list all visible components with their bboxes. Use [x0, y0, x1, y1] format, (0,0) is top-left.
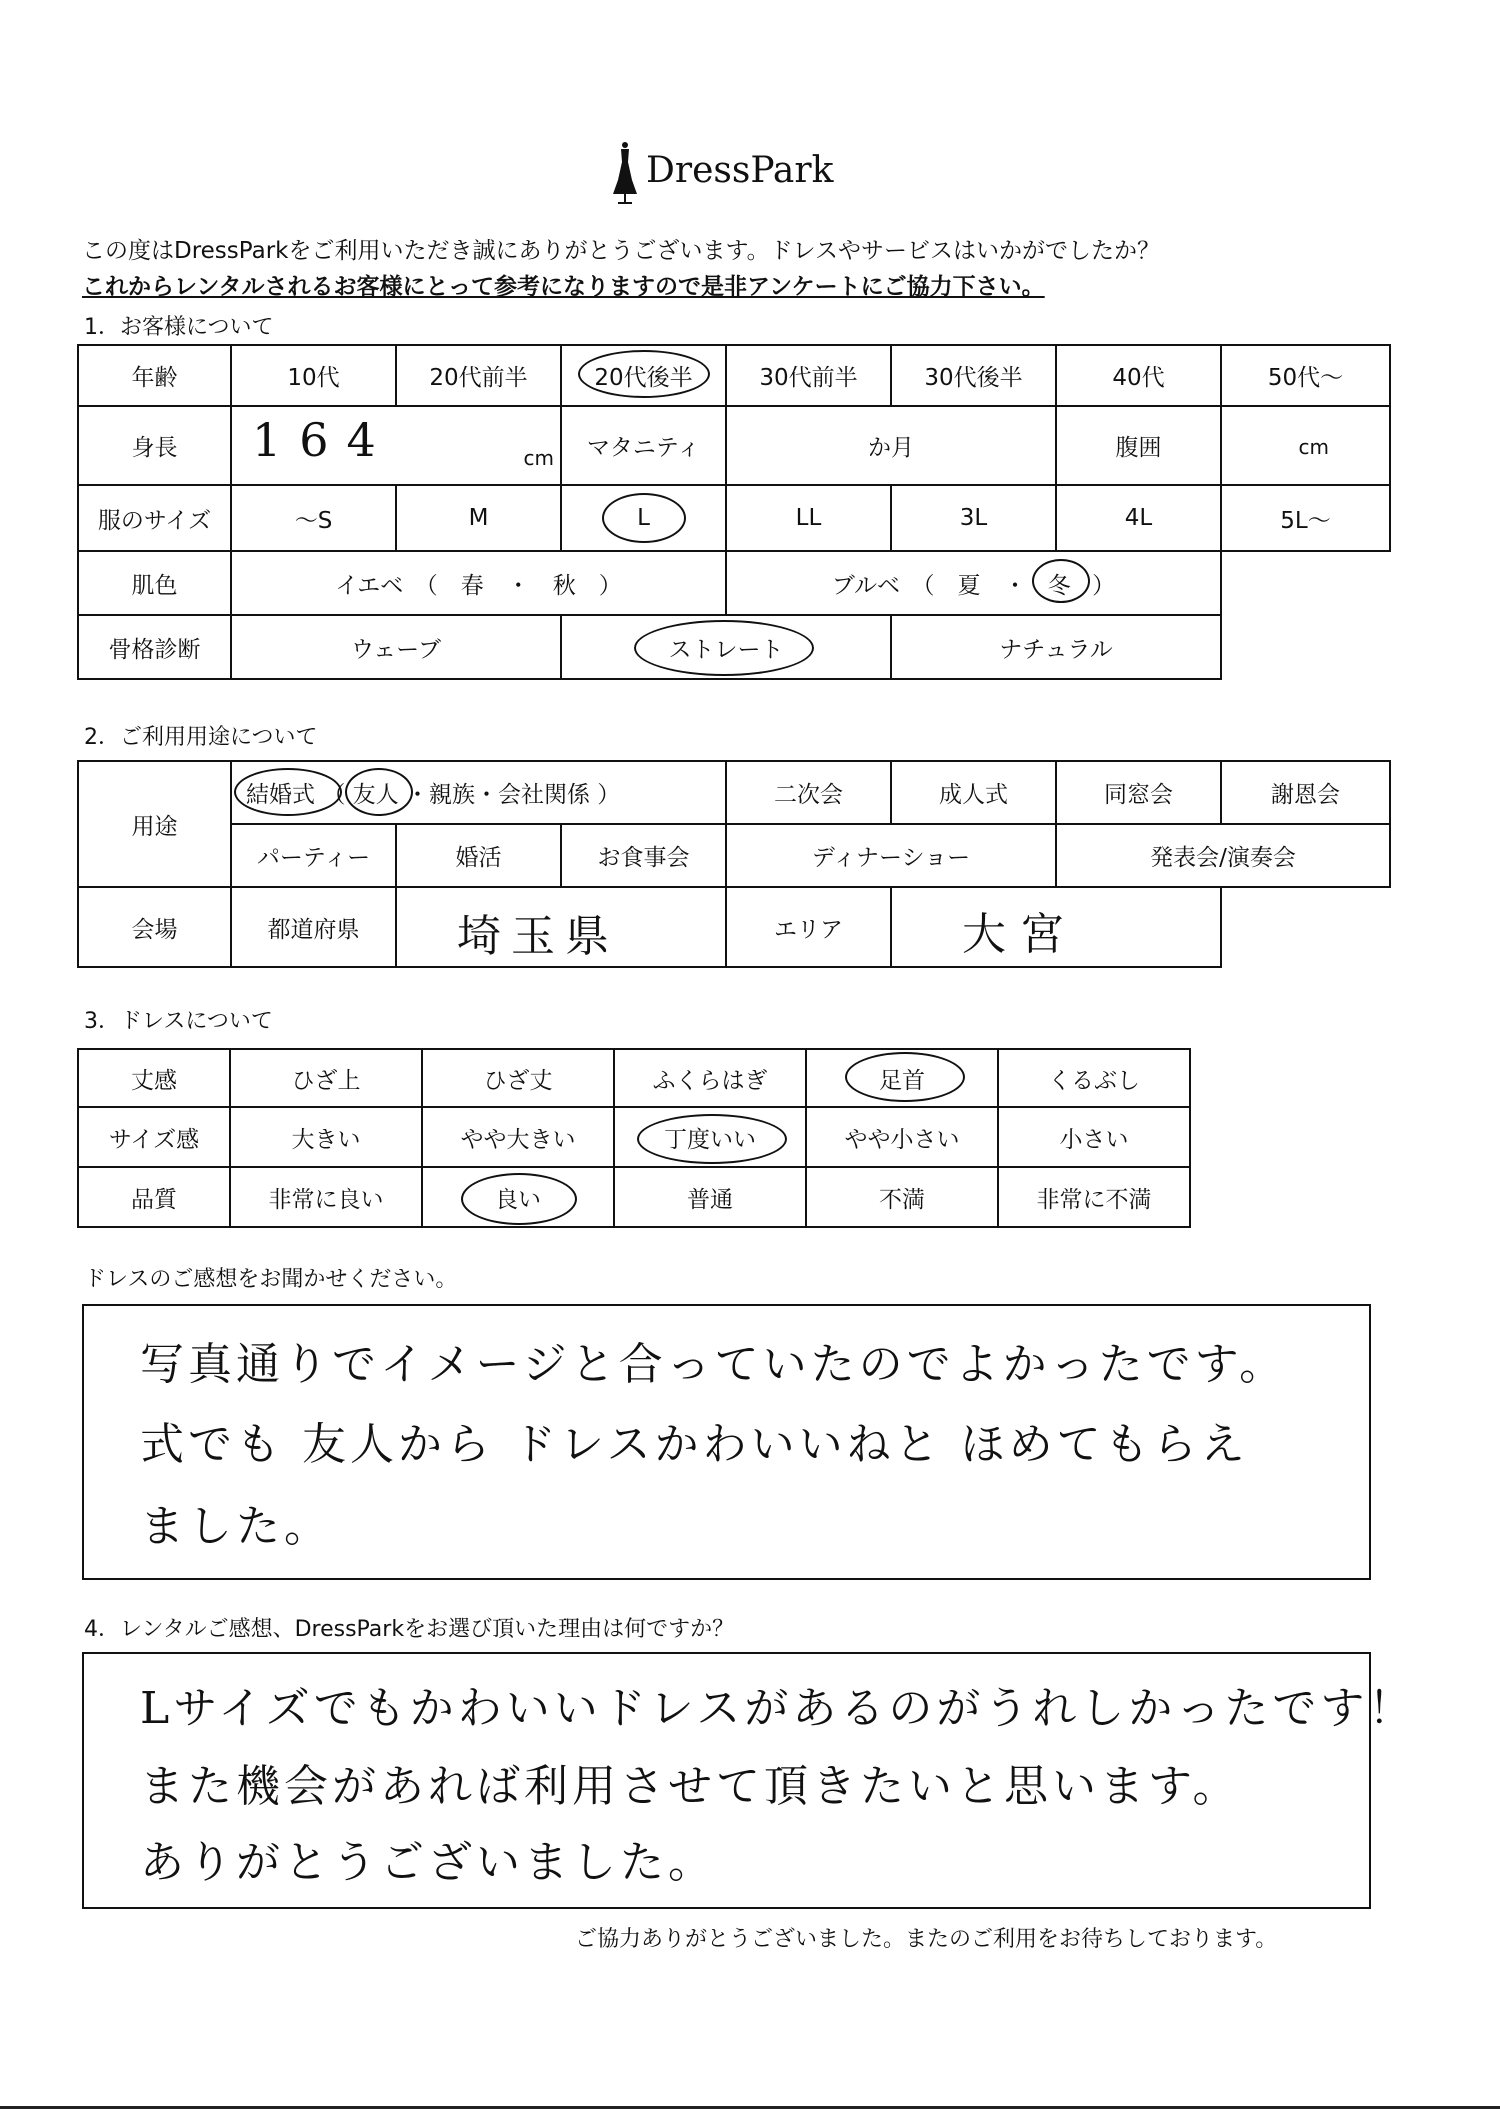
dress-row [78, 1107, 1190, 1167]
rental-comment-line: また機会があれば利用させて頂きたいと思います。 [140, 1761, 1241, 1812]
skin-blue-suffix: ） [1092, 572, 1116, 599]
age-label: 年齢 [78, 345, 231, 406]
dress-option-label: 丁度いい [664, 1126, 756, 1153]
dress-option[interactable]: 非常に不満 [998, 1167, 1190, 1227]
maternity-label: マタニティ [561, 406, 726, 485]
height-row [78, 406, 1390, 485]
waist-unit: cm [1298, 435, 1329, 459]
skin-winter-selected [1048, 567, 1071, 600]
area-field[interactable] [891, 887, 1221, 967]
brand-name: DressPark [646, 150, 834, 191]
dress-row-label: 品質 [78, 1167, 230, 1227]
age-option[interactable]: 30代前半 [726, 345, 891, 406]
size-label: 服のサイズ [78, 485, 231, 551]
size-option[interactable]: M [396, 485, 561, 551]
section2-title: 2．ご利用用途について [84, 725, 318, 750]
dress-option[interactable]: やや大きい [422, 1107, 614, 1167]
purpose-option[interactable]: 同窓会 [1056, 761, 1221, 824]
dress-option[interactable]: やや小さい [806, 1107, 998, 1167]
dress-option-selected[interactable] [806, 1049, 998, 1107]
bottom-rule [0, 2106, 1500, 2109]
prefecture-value: 埼玉県 [457, 911, 619, 962]
dress-option[interactable]: ひざ上 [230, 1049, 422, 1107]
wedding-rest: ・親族・会社関係 ） [405, 782, 621, 808]
dress-row [78, 1167, 1190, 1227]
age-option[interactable]: 50代〜 [1221, 345, 1390, 406]
size-option[interactable]: 3L [891, 485, 1056, 551]
dress-row-label: 丈感 [78, 1049, 230, 1107]
purpose-option[interactable]: 成人式 [891, 761, 1056, 824]
dress-comment-line: ました。 [140, 1501, 332, 1552]
dress-option[interactable]: 非常に良い [230, 1167, 422, 1227]
size-option[interactable]: 〜S [231, 485, 396, 551]
height-value: 164 [252, 413, 394, 467]
size-option[interactable]: 4L [1056, 485, 1221, 551]
age-row [78, 345, 1390, 406]
age-option-selected[interactable] [561, 345, 726, 406]
frame-option-selected[interactable] [561, 615, 891, 679]
months-unit: か月 [868, 435, 914, 461]
purpose-option[interactable]: ディナーショー [726, 824, 1056, 887]
dress-icon [608, 140, 642, 206]
section3-title: 3．ドレスについて [84, 1009, 273, 1034]
prefecture-label: 都道府県 [231, 887, 396, 967]
height-label: 身長 [78, 406, 231, 485]
purpose-option[interactable]: 二次会 [726, 761, 891, 824]
purpose-option[interactable]: パーティー [231, 824, 396, 887]
dress-option-label: 良い [495, 1186, 541, 1213]
frame-option-label: ストレート [668, 636, 784, 663]
wedding-friend-selected [353, 776, 399, 809]
maternity-months-field[interactable] [726, 406, 1056, 485]
skin-winter-label: 冬 [1047, 572, 1071, 599]
waist-label: 腹囲 [1056, 406, 1221, 485]
skin-label: 肌色 [78, 551, 231, 615]
usage-table [77, 760, 1391, 968]
purpose-row-2 [78, 824, 1390, 887]
size-row [78, 485, 1390, 551]
purpose-option[interactable]: 婚活 [396, 824, 561, 887]
venue-row [78, 887, 1390, 967]
size-option[interactable]: LL [726, 485, 891, 551]
frame-option[interactable]: ウェーブ [231, 615, 561, 679]
age-option[interactable]: 10代 [231, 345, 396, 406]
frame-option[interactable]: ナチュラル [891, 615, 1221, 679]
dress-option[interactable]: 不満 [806, 1167, 998, 1227]
size-option-label: L [637, 505, 650, 531]
venue-label: 会場 [78, 887, 231, 967]
wedding-option[interactable]: 結婚式 （ 友人 ・親族・会社関係 ） [231, 761, 726, 824]
wedding-friend-label: 友人 [352, 782, 399, 808]
skin-blue-prefix: ブルベ （ 夏 ・ [831, 572, 1027, 599]
rental-comment-box[interactable] [82, 1652, 1417, 1909]
dress-option[interactable]: 普通 [614, 1167, 806, 1227]
dress-option-label: 足首 [879, 1067, 925, 1094]
purpose-option[interactable]: 発表会/演奏会 [1056, 824, 1390, 887]
frame-label: 骨格診断 [78, 615, 231, 679]
skin-row [78, 551, 1390, 615]
customer-table [77, 344, 1391, 680]
age-option[interactable]: 40代 [1056, 345, 1221, 406]
prefecture-field[interactable] [396, 887, 726, 967]
dress-option[interactable]: ふくらはぎ [614, 1049, 806, 1107]
dress-row-label: サイズ感 [78, 1107, 230, 1167]
section4-title: 4．レンタルご感想、DressParkをお選び頂いた理由は何ですか？ [84, 1617, 735, 1642]
area-value: 大宮 [962, 909, 1079, 960]
footer-thanks: ご協力ありがとうございました。またのご利用をお待ちしております。 [575, 1927, 1278, 1952]
purpose-label: 用途 [78, 761, 231, 887]
brand-logo [608, 140, 908, 210]
skin-blue-option[interactable] [726, 551, 1221, 615]
dress-option[interactable]: ひざ丈 [422, 1049, 614, 1107]
dress-comment-line: 写真通りでイメージと合っていたのでよかったです。 [140, 1339, 1288, 1390]
age-option[interactable]: 20代前半 [396, 345, 561, 406]
height-unit: cm [523, 446, 554, 470]
area-label: エリア [726, 887, 891, 967]
frame-row [78, 615, 1390, 679]
dress-option[interactable]: 小さい [998, 1107, 1190, 1167]
waist-field[interactable] [1221, 406, 1390, 485]
height-field[interactable] [231, 406, 561, 485]
age-option-label: 20代後半 [594, 365, 693, 391]
wedding-label: 結婚式 [246, 782, 315, 808]
dress-option[interactable]: 大きい [230, 1107, 422, 1167]
dress-option-selected[interactable] [614, 1107, 806, 1167]
size-option[interactable]: 5L〜 [1221, 485, 1390, 551]
dress-comment-line: 式でも 友人から ドレスかわいいねと ほめてもらえ [140, 1419, 1249, 1470]
rental-comment-line: Lサイズでもかわいいドレスがあるのがうれしかったです！ [140, 1683, 1417, 1734]
intro-text: この度はDressParkをご利用いただき誠にありがとうございます。ドレスやサービスはいかがでしたか？ [82, 238, 1160, 264]
rental-comment-line: ありがとうございました。 [140, 1837, 716, 1888]
dress-comment-box[interactable] [82, 1304, 1371, 1580]
age-option[interactable]: 30代後半 [891, 345, 1056, 406]
size-option-selected[interactable] [561, 485, 726, 551]
section1-title: 1．お客様について [84, 315, 274, 340]
wedding-selected [246, 776, 315, 809]
purpose-option[interactable]: 謝恩会 [1221, 761, 1390, 824]
purpose-option[interactable]: お食事会 [561, 824, 726, 887]
dress-option-selected[interactable] [422, 1167, 614, 1227]
dress-row [78, 1049, 1190, 1107]
dress-comment-prompt: ドレスのご感想をお聞かせください。 [84, 1267, 458, 1292]
skin-yellow-option[interactable]: イエベ （ 春 ・ 秋 ） [231, 551, 726, 615]
intro-request: これからレンタルされるお客様にとって参考になりますので是非アンケートにご協力下さい。 [82, 274, 1045, 300]
purpose-row-1 [78, 761, 1390, 824]
dress-option[interactable]: くるぶし [998, 1049, 1190, 1107]
dress-table [77, 1048, 1191, 1228]
